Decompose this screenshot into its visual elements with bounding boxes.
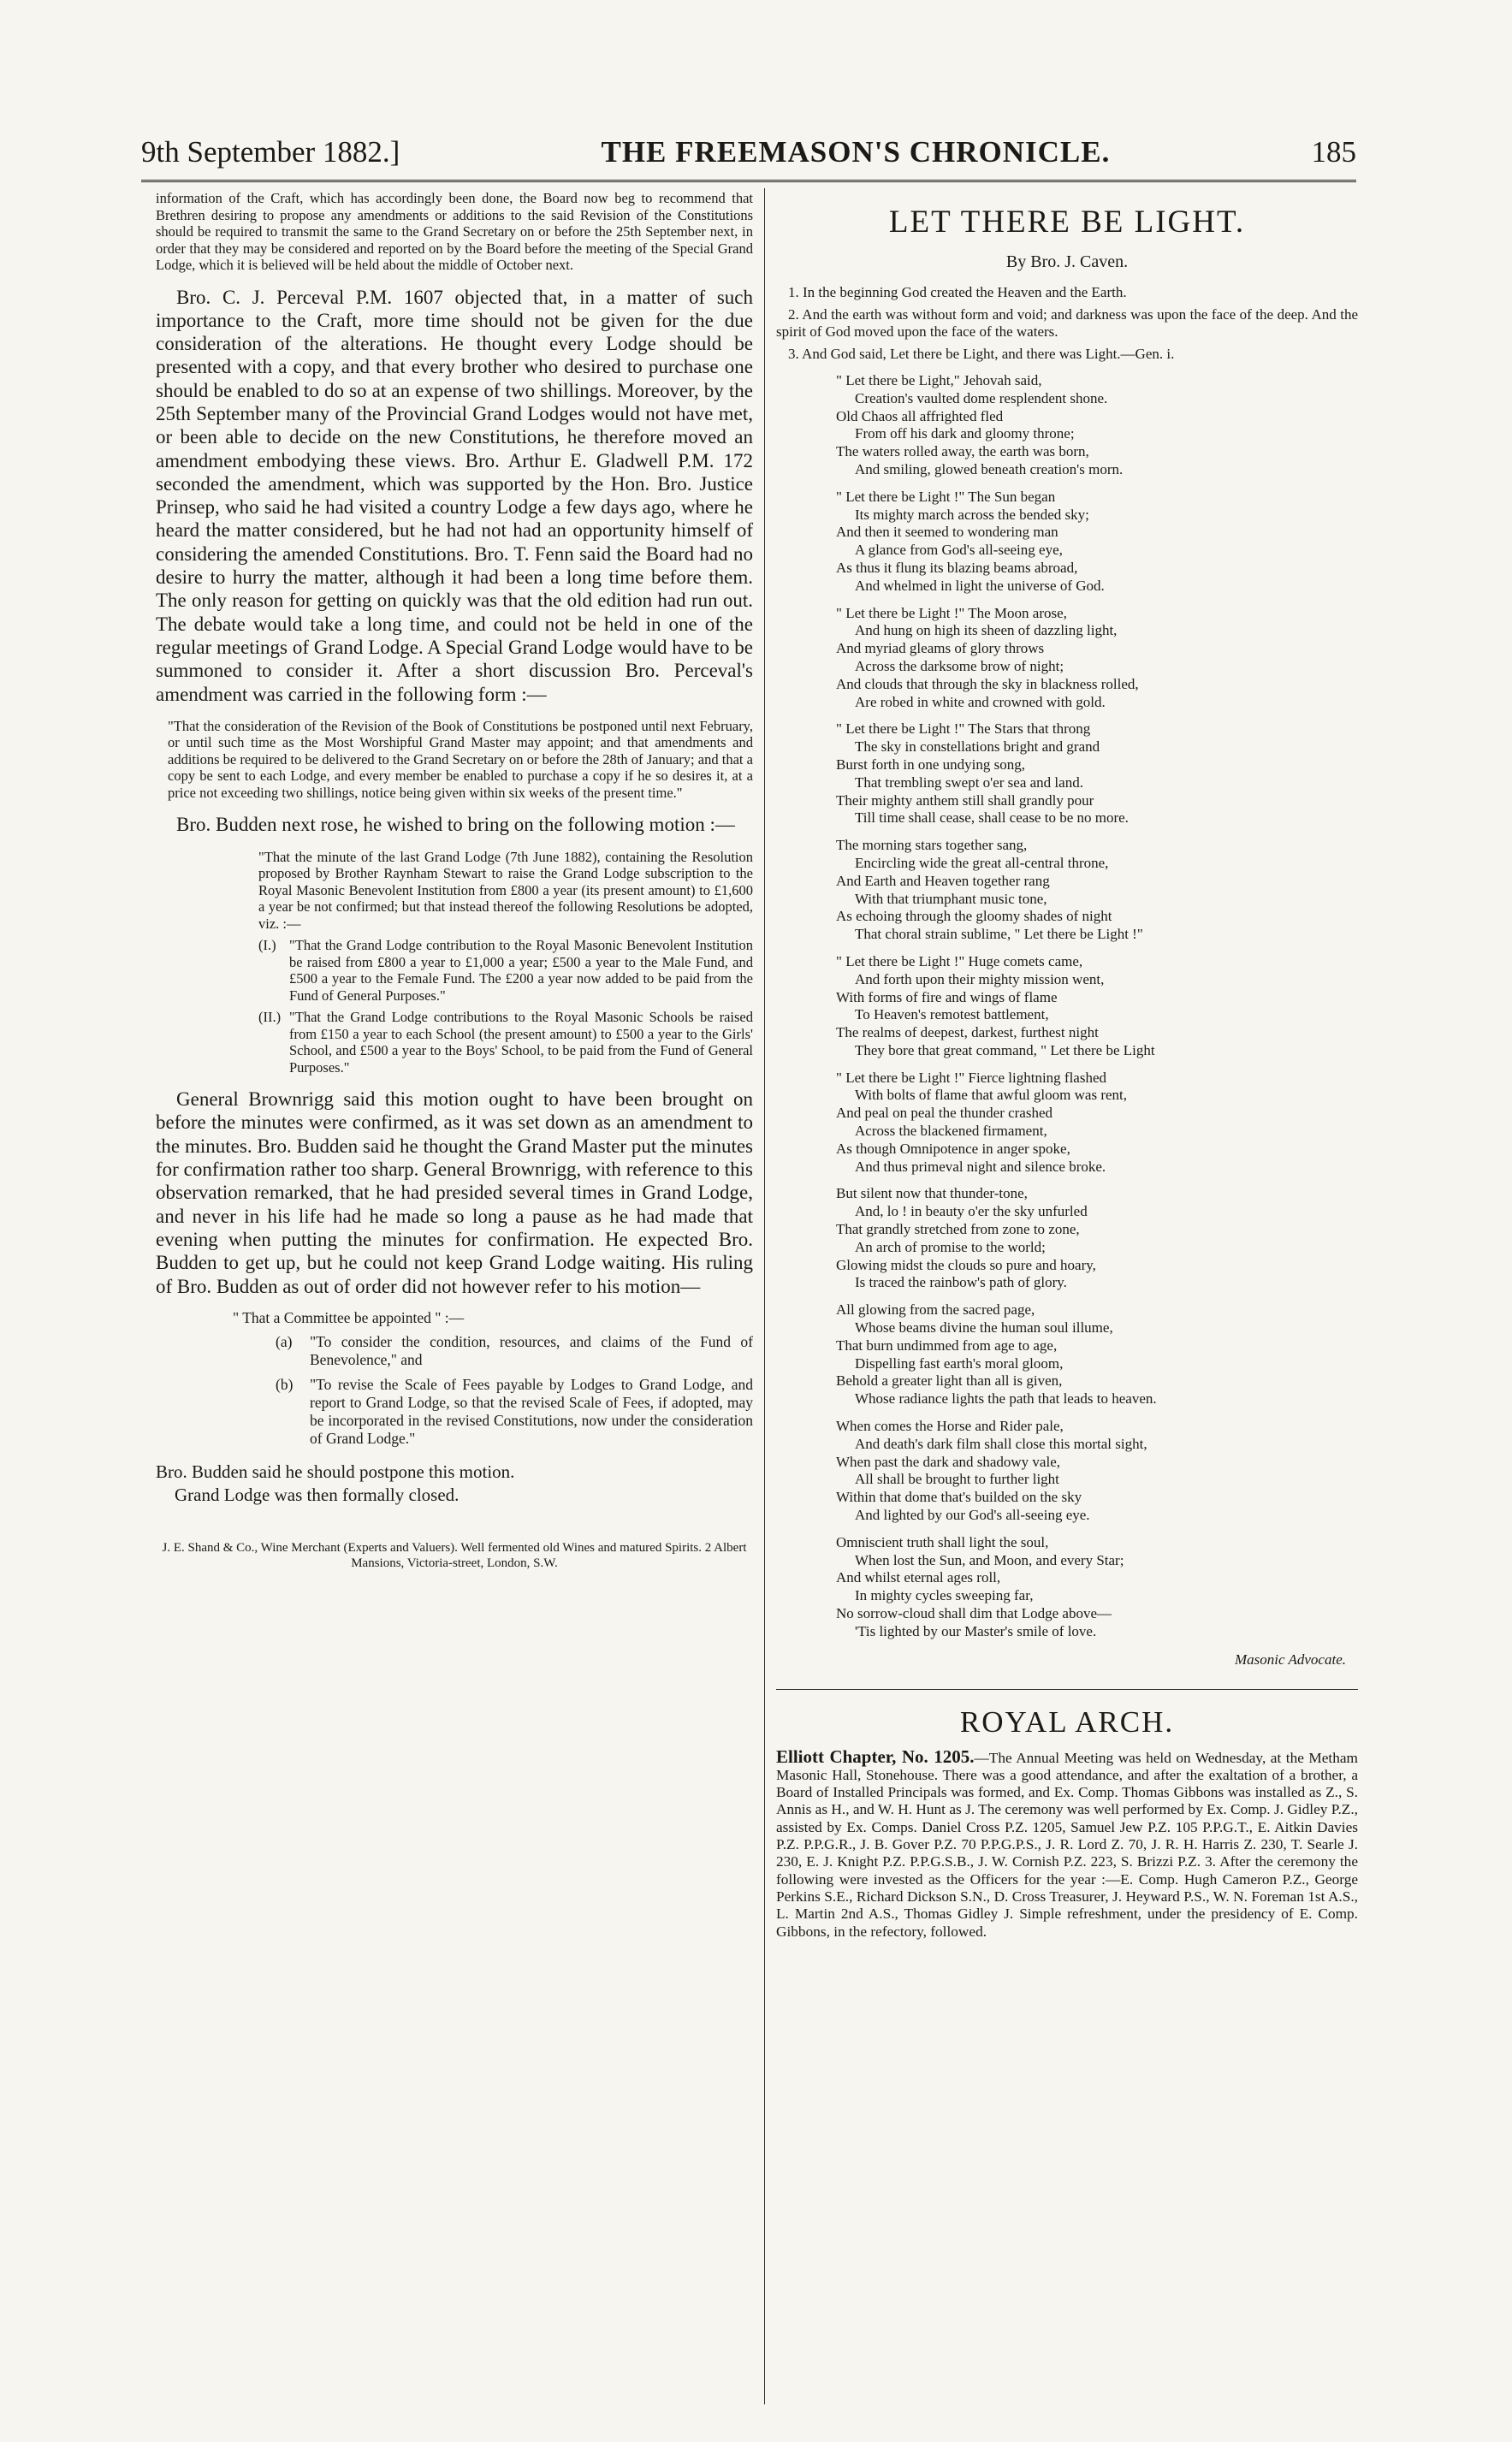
poem-stanza <box>776 489 1358 596</box>
poem-stanza <box>776 837 1358 944</box>
poem-line: Whose radiance lights the path that leads to heaven. <box>855 1390 1157 1408</box>
postpone-line: Bro. Budden said he should postpone this motion. <box>156 1461 515 1483</box>
shand-advertisement: J. E. Shand & Co., Wine Merchant (Experts and Valuers). Well fermented old Wines and matured Spirits. 2 Albert Mansions, Victoria-street, London, S.W. <box>162 1541 747 1571</box>
closed-line: Grand Lodge was then formally closed. <box>175 1485 460 1506</box>
poem-line: All shall be brought to further light <box>855 1471 1059 1488</box>
poem-line: And Earth and Heaven together rang <box>836 872 1050 889</box>
header-rule <box>141 180 1356 182</box>
poem-line: And clouds that through the sky in blackness rolled, <box>836 675 1139 692</box>
poem-line: Omniscient truth shall light the soul, <box>836 1533 1049 1550</box>
page-header <box>141 135 1356 180</box>
right-column <box>776 190 1358 1941</box>
poem-stanza <box>776 953 1358 1060</box>
poem-line: Whose beams divine the human soul illume, <box>855 1319 1113 1337</box>
poem-stanza <box>776 720 1358 827</box>
poem-line: Behold a greater light than all is given, <box>836 1372 1063 1390</box>
poem-source: Masonic Advocate. <box>1235 1651 1346 1668</box>
poem-line: From off his dark and gloomy throne; <box>855 425 1075 442</box>
poem-line: The waters rolled away, the earth was born, <box>836 443 1089 460</box>
header-date: 9th September 1882.] <box>141 135 400 169</box>
poem-line: As thus it flung its blazing beams abroad, <box>836 559 1078 576</box>
poem-line: All glowing from the sacred page, <box>836 1301 1035 1319</box>
resolution-one <box>258 937 753 1004</box>
poem-stanza <box>776 372 1358 479</box>
motion-quote: "That the minute of the last Grand Lodge (7th June 1882), containing the Resolution proposed by Brother Raynham Stewart to raise the Grand Lodge subscription to the Royal Masonic Benevolent Institution from £800 a year (its present amount) to £1,600 a year be not confirmed; but that instead thereof the following Resolutions be adopted, viz. :— <box>258 848 753 932</box>
poem-line: And hung on high its sheen of dazzling light, <box>855 622 1118 639</box>
poem-line: Dispelling fast earth's moral gloom, <box>855 1354 1064 1372</box>
genesis-verse-2: 2. And the earth was without form and void; and darkness was upon the face of the deep. And the spirit of God moved upon the face of the waters. <box>776 306 1358 340</box>
poem-line: " Let there be Light," Jehovah said, <box>836 372 1042 388</box>
poem-line: When lost the Sun, and Moon, and every Star; <box>855 1551 1124 1568</box>
poem-line: " Let there be Light !" Huge comets came, <box>836 952 1083 969</box>
poem-line: That choral strain sublime, " Let there be Light !" <box>855 926 1143 943</box>
poem-line: The sky in constellations bright and grand <box>855 738 1100 756</box>
poem-line: " Let there be Light !" Fierce lightning flashed <box>836 1069 1107 1086</box>
poem-line: When comes the Horse and Rider pale, <box>836 1418 1064 1435</box>
intro-paragraph: information of the Craft, which has accordingly been done, the Board now beg to recommend that Brethren desiring to propose any amendments or additions to the said Revision of the Constitutions should be required to transmit the same to the Grand Secretary on or before the 25th September next, in order that they may be considered and reported on by the Board before the meeting of the Special Grand Lodge, which it is believed will be held about the middle of October next. <box>156 190 753 273</box>
section-rule <box>776 1689 1358 1690</box>
genesis-verse-3: 3. And God said, Let there be Light, and there was Light.—Gen. i. <box>788 346 1175 362</box>
poem-line: And whelmed in light the universe of God. <box>855 577 1105 594</box>
poem-stanza <box>776 1534 1358 1641</box>
resolution-one-text: "That the Grand Lodge contribution to the Royal Masonic Benevolent Institution be raised from £800 a year to £1,000 a year; £500 a year to the Male Fund, and £500 a year to the Female Fund. The £200 a year now added to be paid from the Fund of General Purposes." <box>289 937 753 1004</box>
perceval-paragraph: Bro. C. J. Perceval P.M. 1607 objected that, in a matter of such importance to the Craft, more time should not be given for the due consideration of the alterations. He thought every Lodge should be presented with a copy, and that every brother who desired to purchase one should be enabled to do so at an expense of two shillings. Moreover, by the 25th September many of the Provincial Grand Lodges would not have met, or been able to decide on the new Constitutions, he therefore moved an amendment embodying these views. Bro. Arthur E. Gladwell P.M. 172 seconded the amendment, which was supported by the Hon. Bro. Justice Prinsep, who said he had visited a country Lodge a few days ago, where he heard the matter considered, but he had not had an opportunity himself of considering the amended Constitutions. Bro. T. Fenn said the Board had no desire to hurry the matter, although it had been a long time before them. The only reason for getting on quickly was that the old edition had run out. The debate would take a long time, and could not be held in one of the regular meetings of Grand Lodge. A Special Grand Lodge would have to be summoned to consider it. After a short discussion Bro. Perceval's amendment was carried in the following form :— <box>156 286 753 705</box>
poem-line: And smiling, glowed beneath creation's morn. <box>855 460 1124 477</box>
poem-body <box>776 372 1358 1641</box>
poem-line: As though Omnipotence in anger spoke, <box>836 1140 1070 1157</box>
poem-line: Is traced the rainbow's path of glory. <box>855 1274 1067 1291</box>
royal-arch-report <box>776 1748 1358 1941</box>
brownrigg-paragraph: General Brownrigg said this motion ought to have been brought on before the minutes were confirmed, as it was set down as an amendment to the minutes. Bro. Budden said he thought the Grand Master put the minutes for confirmation rather too sharp. General Brownrigg, with reference to this observation remarked, that he had presided several times in Grand Lodge, and never in his life had he made so long a pause as he had made that evening when putting the minutes for confirmation. He expected Bro. Budden to get up, but he could not keep Grand Lodge waiting. His ruling of Bro. Budden as out of order did not however refer to his motion— <box>156 1088 753 1297</box>
resolution-two-text: "That the Grand Lodge contributions to the Royal Masonic Schools be raised from £150 a year to each School (the present amount) to £500 a year to the Girls' School, and £500 a year to the Boys' School, to be paid from the Fund of General Purposes." <box>289 1009 753 1076</box>
resolution-two <box>258 1009 753 1076</box>
poem-line: " Let there be Light !" The Sun began <box>836 488 1056 505</box>
poem-line: Glowing midst the clouds so pure and hoary, <box>836 1256 1096 1273</box>
poem-line: And myriad gleams of glory throws <box>836 640 1045 657</box>
poem-line: Within that dome that's builded on the sky <box>836 1489 1082 1506</box>
poem-stanza <box>776 1070 1358 1177</box>
poem-line: Its mighty march across the bended sky; <box>855 506 1089 523</box>
genesis-verse-1: 1. In the beginning God created the Heaven and the Earth. <box>788 284 1127 300</box>
poem-line: Across the blackened firmament, <box>855 1123 1047 1140</box>
poem-line: Encircling wide the great all-central throne, <box>855 854 1109 871</box>
poem-stanza <box>776 1185 1358 1292</box>
committee-item-b-text: "To revise the Scale of Fees payable by Lodges to Grand Lodge, and report to Grand Lodge, so that the revised Scale of Fees, if adopted, may be incorporated in the revised Constitutions, now under the consideration of Grand Lodge." <box>310 1376 753 1448</box>
poem-line: And, lo ! in beauty o'er the sky unfurled <box>855 1203 1088 1220</box>
poem-line: No sorrow-cloud shall dim that Lodge above— <box>836 1605 1112 1621</box>
poem-line: Creation's vaulted dome resplendent shone. <box>855 389 1108 406</box>
poem-line: And thus primeval night and silence broke. <box>855 1158 1106 1175</box>
poem-line: The morning stars together sang, <box>836 837 1028 854</box>
poem-line: And forth upon their mighty mission went, <box>855 970 1105 987</box>
poem-line: In mighty cycles sweeping far, <box>855 1587 1034 1604</box>
poem-line: As echoing through the gloomy shades of night <box>836 908 1112 925</box>
poem-byline: By Bro. J. Caven. <box>1005 252 1129 271</box>
committee-item-a <box>276 1333 753 1369</box>
masthead-title: THE FREEMASON'S CHRONICLE. <box>601 135 1111 169</box>
poem-title: LET THERE BE LIGHT. <box>888 204 1246 240</box>
poem-line: That trembling swept o'er sea and land. <box>855 773 1083 791</box>
poem-line: And peal on peal the thunder crashed <box>836 1105 1053 1122</box>
poem-line: Their mighty anthem still shall grandly pour <box>836 791 1094 809</box>
poem-line: And whilst eternal ages roll, <box>836 1569 1001 1586</box>
poem-stanza <box>776 1301 1358 1408</box>
poem-line: A glance from God's all-seeing eye, <box>855 542 1063 559</box>
poem-line: An arch of promise to the world; <box>855 1238 1046 1255</box>
poem-line: With forms of fire and wings of flame <box>836 988 1058 1005</box>
committee-quote: " That a Committee be appointed " :— <box>233 1308 465 1326</box>
poem-line: " Let there be Light !" The Stars that throng <box>836 720 1091 738</box>
resolution-two-number: (II.) <box>258 1009 282 1026</box>
poem-line: Are robed in white and crowned with gold. <box>855 693 1106 710</box>
poem-line: " Let there be Light !" The Moon arose, <box>836 604 1067 621</box>
budden-paragraph: Bro. Budden next rose, he wished to bring on the following motion :— <box>176 814 735 836</box>
report-text: —The Annual Meeting was held on Wednesday, at the Metham Masonic Hall, Stonehouse. There was a good attendance, and after the exaltation of a brother, a Board of Installed Principals was formed, and Ex. Comp. Thomas Gibbons was installed as Z., S. Annis as H., and W. H. Hunt as J. The ceremony was well performed by Ex. Comp. J. Gidley P.Z., assisted by Ex. Comps. Daniel Cross P.Z. 1205, Samuel Jew P.Z. 105 P.P.G.T., E. Aitkin Davies P.Z. P.P.G.R., J. B. Gover P.Z. 70 P.P.G.P.S., J. R. Lord Z. 70, J. R. H. Harris Z. 230, T. Searle J. 230, E. J. Knight P.Z. P.P.G.S.B., J. W. Cornish P.Z. 223, S. Brizzi P.Z. 3. After the ceremony the following were invested as the Officers for the year :—E. Comp. Hugh Cameron P.Z., George Perkins S.E., Richard Dickson S.N., D. Cross Treasurer, J. Heyward P.S., W. N. Foreman 1st A.S., L. Martin 2nd A.S., Thomas Gidley J. Simple refreshment, under the presidency of E. Comp. Gibbons, in the refectory, followed. <box>776 1749 1358 1940</box>
poem-line: That burn undimmed from age to age, <box>836 1337 1058 1354</box>
poem-line: That grandly stretched from zone to zone, <box>836 1221 1080 1238</box>
poem-stanza <box>776 605 1358 712</box>
committee-item-b-label: (b) <box>276 1376 294 1394</box>
amendment-quote: "That the consideration of the Revision of the Book of Constitutions be postponed until next February, or until such time as the Most Worshipful Grand Master may appoint; and that amendments and additions be required to be delivered to the Grand Secretary on or before the 28th of January; and that a copy be sent to each Lodge, and every member be enabled to purchase a copy if he so desires it, at a price not exceeding two shillings, notice being given within six weeks of the present time." <box>168 717 753 801</box>
poem-line: The realms of deepest, darkest, furthest night <box>836 1024 1099 1041</box>
poem-line: With that triumphant music tone, <box>855 890 1047 907</box>
poem-line: Burst forth in one undying song, <box>836 756 1025 773</box>
poem-line: Old Chaos all affrighted fled <box>836 407 1004 424</box>
poem-line: And then it seemed to wondering man <box>836 524 1058 541</box>
poem-line: They bore that great command, " Let there be Light <box>855 1041 1155 1058</box>
poem-line: 'Tis lighted by our Master's smile of love. <box>855 1622 1097 1639</box>
poem-line: And death's dark film shall close this mortal sight, <box>855 1435 1147 1452</box>
committee-item-b <box>276 1376 753 1448</box>
committee-item-a-text: "To consider the condition, resources, and claims of the Fund of Benevolence," and <box>310 1333 753 1369</box>
poem-stanza <box>776 1418 1358 1525</box>
poem-line: Across the darksome brow of night; <box>855 657 1064 674</box>
page-number: 185 <box>1311 135 1356 169</box>
poem-line: And lighted by our God's all-seeing eye. <box>855 1507 1090 1524</box>
left-column <box>156 190 753 1571</box>
royal-arch-title: ROYAL ARCH. <box>959 1704 1175 1739</box>
poem-line: But silent now that thunder-tone, <box>836 1185 1028 1202</box>
poem-line: When past the dark and shadowy vale, <box>836 1453 1060 1470</box>
poem-line: With bolts of flame that awful gloom was rent, <box>855 1087 1127 1104</box>
poem-line: Till time shall cease, shall cease to be no more. <box>855 809 1129 827</box>
chapter-name: Elliott Chapter, No. 1205. <box>776 1746 975 1767</box>
poem-line: To Heaven's remotest battlement, <box>855 1006 1049 1023</box>
resolution-one-number: (I.) <box>258 937 276 954</box>
column-rule <box>764 188 765 2404</box>
committee-item-a-label: (a) <box>276 1333 293 1351</box>
